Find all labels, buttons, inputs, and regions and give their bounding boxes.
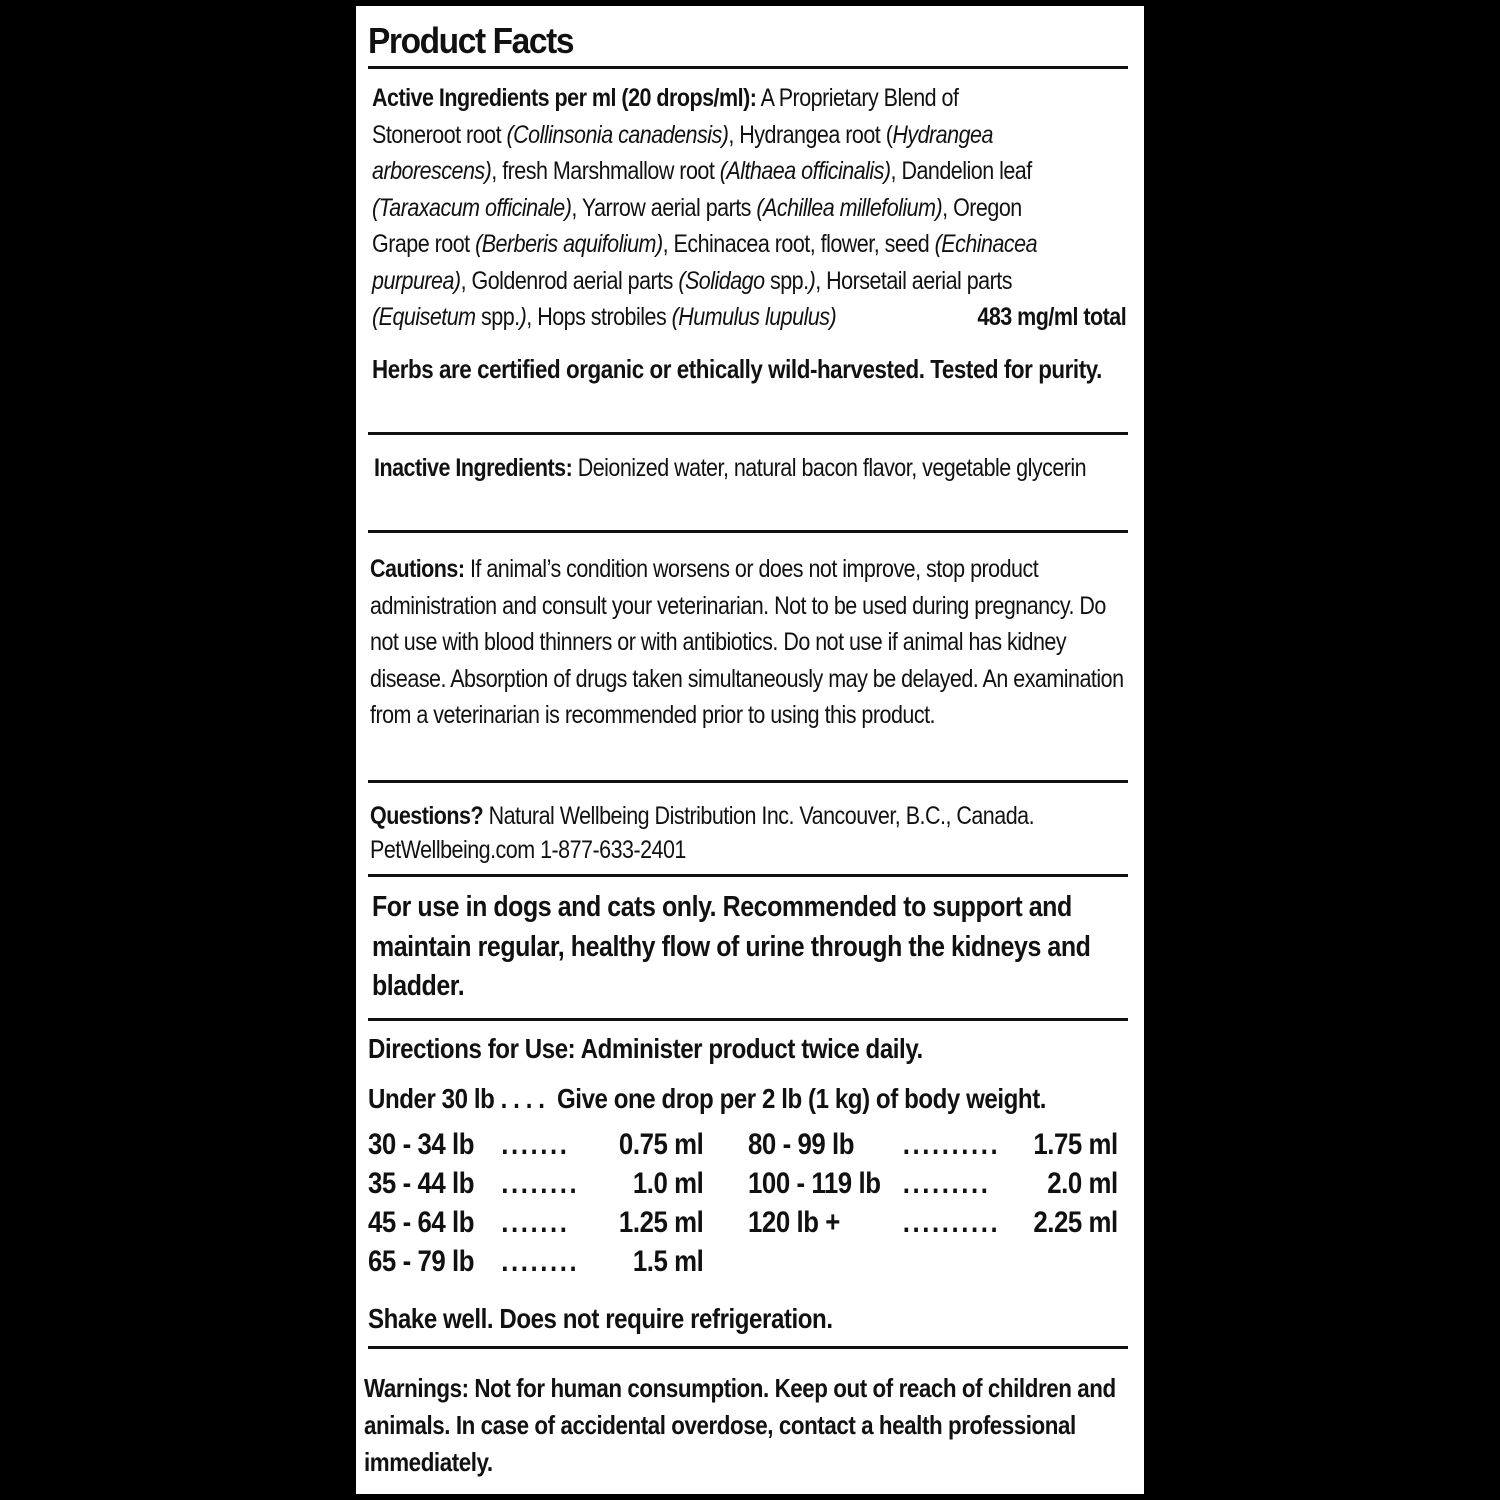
ingredient-text: , Hydrangea root ( <box>728 120 893 149</box>
questions-heading: Questions? <box>370 802 484 830</box>
ingredient-text: , Goldenrod aerial parts <box>460 266 679 295</box>
active-ingredients-section <box>372 80 1128 336</box>
under-30-row <box>368 1080 1128 1118</box>
divider <box>368 530 1128 533</box>
ingredient-text: , Echinacea root, flower, seed <box>662 230 935 258</box>
ingredient-line <box>372 226 1126 263</box>
cautions-heading: Cautions: <box>370 555 465 583</box>
certified-section <box>372 350 1128 388</box>
dose-row <box>748 1167 1118 1203</box>
dot-leader: ........ <box>501 1167 580 1200</box>
directions-heading: Directions for Use: Administer product twice daily. <box>368 1033 923 1064</box>
dose-amount: 1.25 ml <box>618 1206 704 1239</box>
inactive-text: Deionized water, natural bacon flavor, vegetable glycerin <box>577 454 1087 482</box>
product-facts-panel <box>356 6 1144 1494</box>
dose-amount: 1.0 ml <box>632 1167 704 1200</box>
ingredient-line <box>372 263 1126 300</box>
dose-amount: 0.75 ml <box>618 1128 704 1161</box>
certified-statement: Herbs are certified organic or ethically wild-harvested. Tested for purity. <box>372 354 1102 384</box>
dose-row <box>748 1128 1118 1164</box>
latin-name: (Solidago <box>678 266 765 295</box>
ingredient-text: spp. <box>475 303 520 331</box>
weight-range: 100 - 119 lb <box>748 1167 881 1200</box>
divider <box>368 780 1128 783</box>
divider <box>368 1346 1128 1349</box>
latin-name: ) <box>519 303 527 331</box>
latin-name: (Althaea officinalis) <box>719 157 891 185</box>
inactive-heading: Inactive Ingredients: <box>374 454 573 482</box>
usage-statement: For use in dogs and cats only. Recommended to support and maintain regular, healthy flow of urine through the kidneys and bladder. <box>372 891 1091 1002</box>
weight-range: 120 lb + <box>748 1206 840 1239</box>
ingredient-line <box>372 153 1126 190</box>
dose-row <box>368 1206 703 1242</box>
ingredient-text: Grape root <box>372 230 476 258</box>
contact-info: PetWellbeing.com 1-877-633-2401 <box>370 836 686 864</box>
ingredient-text: spp. <box>764 266 809 295</box>
warnings-section <box>364 1370 1128 1481</box>
dot-leader: .......... <box>902 1206 1001 1239</box>
latin-name: (Taraxacum officinale) <box>372 193 572 222</box>
latin-name: purpurea) <box>372 266 461 295</box>
ingredient-text: , Dandelion leaf <box>890 157 1032 185</box>
dose-amount: 1.75 ml <box>1033 1128 1118 1161</box>
dose-amount: 2.25 ml <box>1033 1206 1118 1239</box>
ingredient-text: , Horsetail aerial parts <box>815 266 1012 295</box>
latin-name: (Collinsonia canadensis) <box>506 120 729 149</box>
weight-range: 45 - 64 lb <box>368 1206 475 1239</box>
latin-name: (Echinacea <box>934 230 1038 258</box>
dose-amount: 2.0 ml <box>1047 1167 1118 1200</box>
latin-name: (Berberis aquifolium) <box>475 230 663 258</box>
latin-name: ) <box>808 266 816 295</box>
ingredient-text: , fresh Marshmallow root <box>491 157 720 185</box>
divider <box>368 874 1128 877</box>
warnings-heading: Warnings: <box>364 1373 469 1403</box>
ingredient-text: , Yarrow aerial parts <box>571 193 757 222</box>
inactive-ingredients-section <box>374 450 1128 487</box>
dose-amount: 1.5 ml <box>632 1245 704 1278</box>
active-heading: Active Ingredients per ml (20 drops/ml): <box>372 84 757 112</box>
weight-range: 65 - 79 lb <box>368 1245 475 1278</box>
divider <box>368 66 1128 69</box>
directions-section <box>368 1030 1128 1068</box>
dot-leader: ........ <box>501 1245 580 1278</box>
weight-range: 30 - 34 lb <box>368 1128 475 1161</box>
ingredient-line <box>372 117 1126 154</box>
ingredient-lines <box>372 117 1126 336</box>
ingredient-line <box>372 299 1126 336</box>
ingredient-text: Stoneroot root <box>372 120 507 149</box>
divider <box>368 1018 1128 1021</box>
total-amount: 483 mg/ml total <box>977 303 1127 331</box>
dose-row <box>368 1128 703 1164</box>
dot-leader: ....... <box>501 1206 570 1239</box>
cautions-section <box>370 551 1128 734</box>
storage-text: Shake well. Does not require refrigeration. <box>368 1303 833 1334</box>
active-intro: A Proprietary Blend of <box>760 84 959 112</box>
ingredient-text: , Oregon <box>942 193 1022 222</box>
ingredient-line <box>372 190 1126 227</box>
latin-name: (Equisetum <box>372 303 476 331</box>
weight-range: 35 - 44 lb <box>368 1167 475 1200</box>
weight-range: 80 - 99 lb <box>748 1128 855 1161</box>
latin-name: arborescens) <box>372 157 492 185</box>
page-title: Product Facts <box>368 20 574 61</box>
dose-row <box>368 1167 703 1203</box>
under-30-text: Under 30 lb . . . . Give one drop per 2 lb (1 kg) of body weight. <box>368 1083 1047 1114</box>
cautions-text: If animal’s condition worsens or does not improve, stop product administration and consult your veterinarian. Not to be used during pregnancy. Do not use with blood thinners or with antibiotics. Do not use if animal has kidney disease. Absorption of drugs taken simultaneously may be delayed. An examination from a veterinarian is recommended prior to using this product. <box>370 555 1124 729</box>
usage-section <box>372 888 1128 1007</box>
warnings-text: Not for human consumption. Keep out of reach of children and animals. In case of accidental overdose, contact a health professional immediately. <box>364 1373 1116 1477</box>
dot-leader: ......... <box>902 1167 991 1200</box>
active-ingredients-text <box>372 80 1126 336</box>
dot-leader: .......... <box>902 1128 1001 1161</box>
latin-name: (Achillea millefolium) <box>756 193 943 222</box>
dose-row <box>368 1245 703 1281</box>
ingredient-text: , Hops strobiles <box>526 303 672 331</box>
questions-section <box>370 799 1128 867</box>
dose-row <box>748 1206 1118 1242</box>
dot-leader: ....... <box>501 1128 570 1161</box>
storage-row <box>368 1300 1128 1338</box>
latin-name: Hydrangea <box>892 120 993 149</box>
questions-text: Natural Wellbeing Distribution Inc. Vancouver, B.C., Canada. <box>488 802 1035 830</box>
divider <box>368 432 1128 435</box>
latin-name: (Humulus lupulus) <box>671 303 837 331</box>
